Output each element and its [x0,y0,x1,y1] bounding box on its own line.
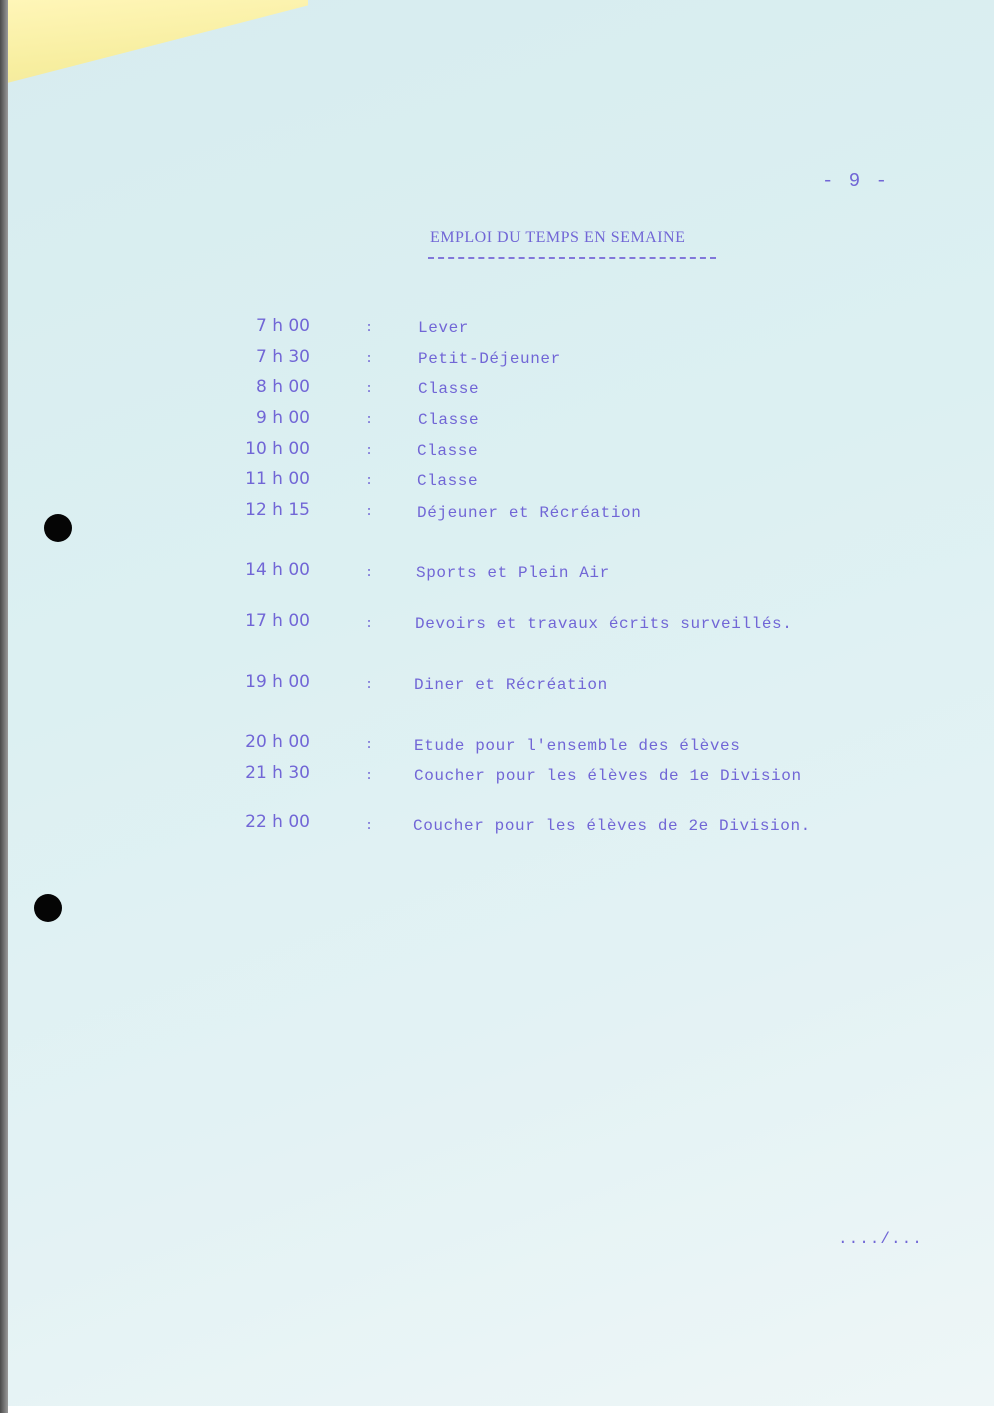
schedule-activity: Coucher pour les élèves de 2e Division. [413,817,811,835]
schedule-separator: : [365,818,373,833]
schedule-time: 11 h 00 [245,469,310,489]
schedule-separator: : [365,443,373,458]
schedule-separator: : [365,677,373,692]
schedule-activity: Classe [417,442,479,460]
schedule-time: 8 h 00 [255,377,310,397]
schedule-time: 19 h 00 [245,672,310,692]
schedule-activity: Coucher pour les élèves de 1e Division [414,767,802,785]
scan-left-edge [0,0,8,1413]
schedule-separator: : [365,412,373,427]
page-title: EMPLOI DU TEMPS EN SEMAINE [430,229,686,246]
schedule-time: 17 h 00 [245,611,310,631]
schedule-activity: Lever [418,319,470,337]
schedule-activity: Classe [417,472,479,490]
schedule-activity: Diner et Récréation [414,676,608,694]
overlapping-yellow-sheet [8,0,308,90]
schedule-time: 20 h 00 [245,732,310,752]
schedule-time: 21 h 30 [245,763,310,783]
schedule-separator: : [365,473,373,488]
document-page [8,0,994,1406]
continuation-marker: ..../... [838,1230,923,1248]
schedule-separator: : [365,504,373,519]
schedule-activity: Déjeuner et Récréation [417,504,642,522]
schedule-time: 10 h 00 [245,439,310,459]
schedule-time: 7 h 00 [255,316,310,336]
punch-hole-bottom [34,894,62,922]
schedule-activity: Etude pour l'ensemble des élèves [414,737,741,755]
schedule-time: 14 h 00 [245,560,310,580]
schedule-time: 12 h 15 [245,500,310,520]
schedule-activity: Classe [418,380,480,398]
schedule-separator: : [365,381,373,396]
schedule-time: 22 h 00 [245,812,310,832]
schedule-separator: : [365,737,373,752]
schedule-separator: : [365,616,373,631]
schedule-separator: : [365,320,373,335]
schedule-activity: Petit-Déjeuner [418,350,561,368]
schedule-activity: Sports et Plein Air [416,564,610,582]
title-underline [428,257,716,259]
schedule-activity: Devoirs et travaux écrits surveillés. [415,615,793,633]
schedule-separator: : [365,351,373,366]
punch-hole-top [44,514,72,542]
schedule-time: 7 h 30 [255,347,310,367]
schedule-separator: : [365,768,373,783]
schedule-time: 9 h 00 [255,408,310,428]
schedule-activity: Classe [418,411,480,429]
page-number: - 9 - [822,170,890,192]
schedule-separator: : [365,565,373,580]
